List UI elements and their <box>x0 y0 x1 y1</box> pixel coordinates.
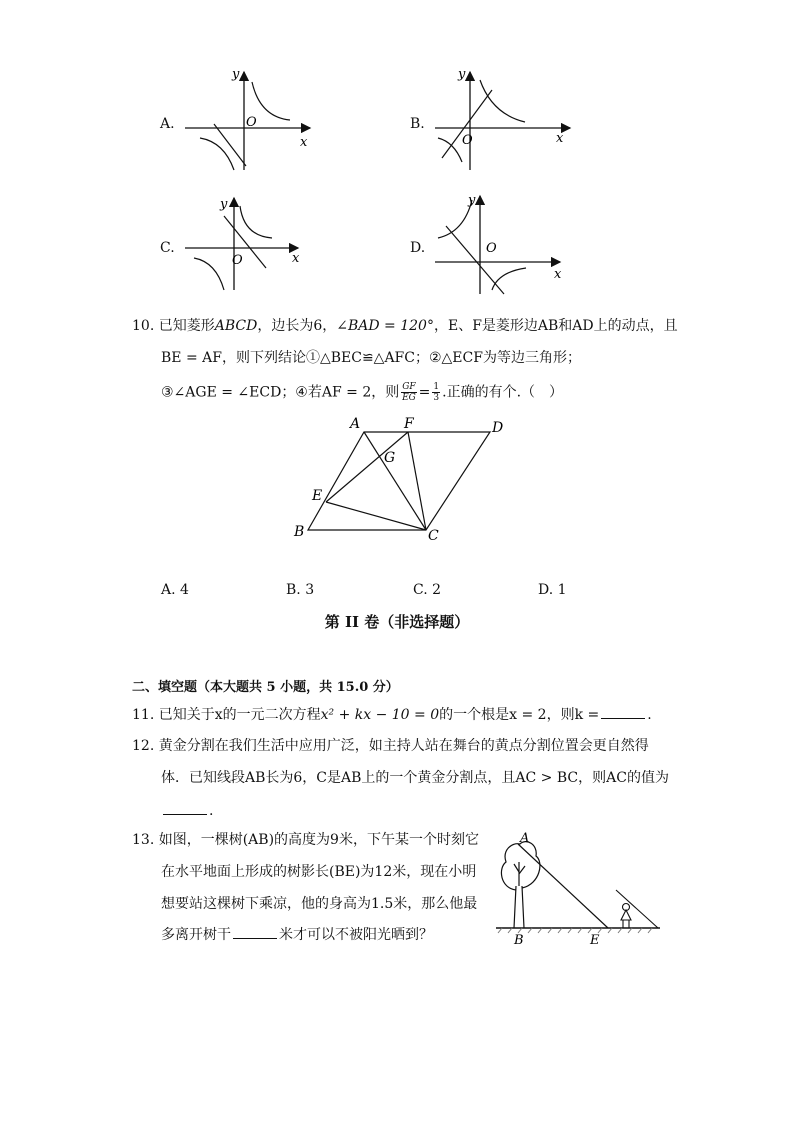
choice-a[interactable]: A. 4 <box>161 582 189 598</box>
graph-c-svg <box>180 190 340 300</box>
fraction-gf-eg: $\frac{GF}{EG}$ <box>402 382 416 403</box>
choice-d[interactable]: D. 1 <box>538 582 567 598</box>
fraction-one-third: $\frac{1}{3}$ <box>433 382 440 403</box>
tree-shadow-figure <box>492 828 662 950</box>
option-label: D. <box>410 240 426 256</box>
q13-line2: 在水平地面上形成的树影长(BE)为12米，现在小明 <box>161 864 477 880</box>
label-d: D <box>492 420 504 436</box>
label-a: A <box>520 831 530 846</box>
label-c: C <box>428 528 439 544</box>
question-number: 10. <box>132 318 155 334</box>
question-number: 11. <box>132 707 155 723</box>
hyperbola-branch <box>252 82 290 120</box>
hyperbola-branch <box>438 138 462 162</box>
rhombus-figure <box>290 412 510 547</box>
rhombus-outline <box>308 432 490 530</box>
label-e: E <box>590 933 600 948</box>
q12-line3 <box>161 800 213 821</box>
tree <box>501 842 539 928</box>
choice-c[interactable]: C. 2 <box>413 582 442 598</box>
axis-y-label: y <box>458 67 466 82</box>
q10-line3 <box>161 382 563 403</box>
equals-sign: = <box>418 384 431 401</box>
q10-line1 <box>132 316 678 336</box>
axis-y-label: y <box>468 193 476 208</box>
q11-equation: x² + kx − 10 = 0 <box>320 707 440 723</box>
section-title: 二、填空题（本大题共 5 小题，共 15.0 分） <box>132 680 399 695</box>
question-number: 13. <box>132 832 155 848</box>
axis-x-label: x <box>556 131 564 146</box>
label-b: B <box>294 524 305 540</box>
q11 <box>132 704 652 725</box>
q13-text: 如图，一棵树(AB)的高度为9米，下午某一个时刻它 <box>158 832 479 848</box>
graph-option-d[interactable] <box>400 190 580 300</box>
origin-label: O <box>246 115 257 130</box>
q12-text: 黄金分割在我们生活中应用广泛，如主持人站在舞台的黄点分割位置会更自然得 <box>158 738 649 754</box>
sun-ray-person <box>616 890 658 928</box>
option-label: C. <box>160 240 175 256</box>
graph-b-svg <box>430 62 580 172</box>
label-f: F <box>404 416 414 432</box>
segment-fe <box>326 432 408 502</box>
answer-blank[interactable] <box>233 924 277 939</box>
graph-a-svg <box>180 62 330 172</box>
axis-y-label: y <box>220 197 228 212</box>
answer-blank[interactable] <box>163 800 207 815</box>
graph-option-c[interactable] <box>150 190 330 300</box>
option-label: B. <box>410 116 425 132</box>
q13-line3: 想要站这棵树下乘凉，他的身高为1.5米，那么他最 <box>161 896 478 912</box>
axis-x-label: x <box>554 267 562 282</box>
q11-text: 的一个根是x = 2，则k = <box>439 707 600 723</box>
q11-text: 已知关于x的一元二次方程 <box>158 707 321 723</box>
question-number: 12. <box>132 738 155 754</box>
q10-line2: BE = AF，则下列结论①△BEC≌△AFC；②△ECF为等边三角形； <box>161 350 581 366</box>
answer-blank[interactable] <box>601 704 645 719</box>
q10-text: ，边长为6， <box>257 318 337 334</box>
q12-line2: 体．已知线段AB长为6，C是AB上的一个黄金分割点，且AC > BC，则AC的值为 <box>161 770 669 786</box>
sun-ray-ae <box>518 844 608 928</box>
label-a: A <box>350 416 361 432</box>
line-graph <box>446 226 504 294</box>
q12-text: . <box>209 803 214 819</box>
q13-line4 <box>161 924 433 945</box>
q10-text: ③∠AGE = ∠ECD；④若AF = 2，则 <box>161 384 400 401</box>
origin-label: O <box>486 241 497 256</box>
hyperbola-branch <box>438 200 472 238</box>
origin-label: O <box>232 253 243 268</box>
axis-y-label: y <box>232 67 240 82</box>
q10-math: ABCD <box>214 318 258 334</box>
graph-option-b[interactable] <box>400 62 580 172</box>
label-g: G <box>384 450 396 466</box>
line-graph <box>224 216 266 268</box>
hyperbola-branch <box>194 258 224 290</box>
label-b: B <box>514 933 524 948</box>
q10-math: ∠BAD = 120° <box>336 318 434 334</box>
label-e: E <box>312 488 323 504</box>
axis-x-label: x <box>292 251 300 266</box>
q11-text: . <box>647 707 652 723</box>
q13-line1 <box>132 830 479 850</box>
origin-label: O <box>462 133 473 148</box>
part2-title: 第 II 卷（非选择题） <box>324 613 470 631</box>
axis-x-label: x <box>300 135 308 150</box>
person-figure <box>621 904 631 929</box>
graph-option-a[interactable] <box>150 62 330 172</box>
graph-d-svg <box>430 190 580 300</box>
hyperbola-branch <box>480 80 525 122</box>
q13-text: 米才可以不被阳光晒到？ <box>279 927 433 943</box>
q13-text: 多离开树干 <box>161 927 231 943</box>
q10-text: 已知菱形 <box>158 318 215 334</box>
choice-b[interactable]: B. 3 <box>286 582 315 598</box>
option-label: A. <box>160 116 175 132</box>
q10-text: ，E、F是菱形边AB和AD上的动点，且 <box>433 318 678 334</box>
q12-line1 <box>132 736 649 756</box>
q10-text: .正确的有个.（ ） <box>442 384 564 401</box>
hyperbola-branch <box>240 206 272 238</box>
